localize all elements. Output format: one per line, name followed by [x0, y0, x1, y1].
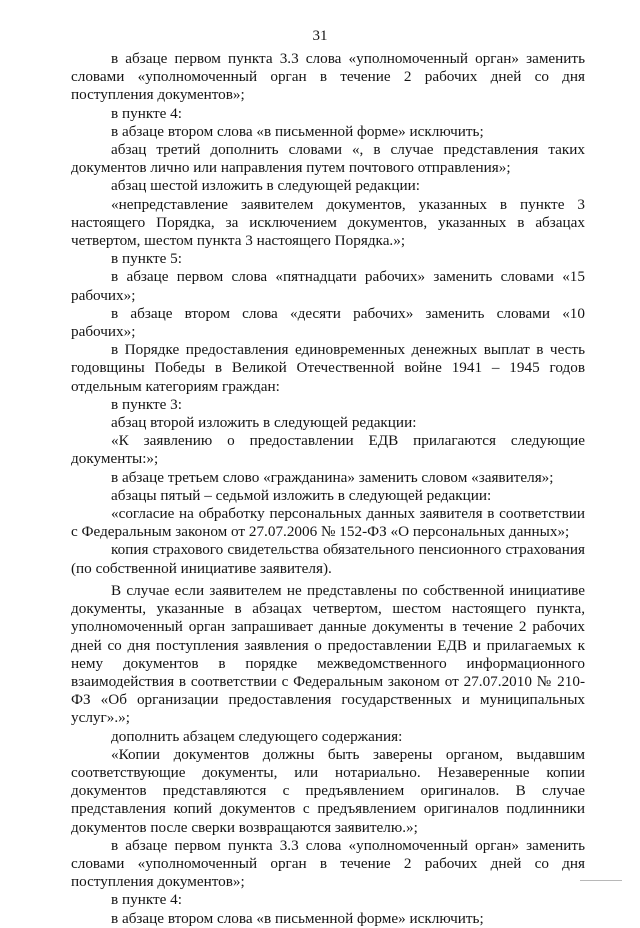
- paragraph: в пункте 4:: [111, 104, 182, 122]
- scan-edge-line: [580, 880, 622, 881]
- paragraph: в абзаце первом пункта 3.3 слова «уполномоченный орган» заменить словами «уполномоченный орган в течение 2 рабочих дней со дня поступления документов»;: [71, 836, 585, 891]
- paragraph: в абзаце втором слова «в письменной форме» исключить;: [111, 122, 484, 140]
- paragraph: В случае если заявителем не представлены по собственной инициативе документы, указанные в абзацах четвертом, шестом настоящего пункта, уполномоченный орган запрашивает данные документы в течение 2 рабочих дней со дня поступления заявления о предоставлении ЕДВ и прилагаемых к нему документов в порядке межведомственного информационного взаимодействия в соответствии с Федеральным законом от 27.07.2010 № 210-ФЗ «Об организации предоставления государственных и муниципальных услуг».»;: [71, 581, 585, 727]
- paragraph: «непредставление заявителем документов, указанных в пункте 3 настоящего Порядка, за исключением документов, указанных в абзацах четвертом, шестом пункта 3 настоящего Порядка.»;: [71, 195, 585, 250]
- paragraph: в пункте 5:: [111, 250, 182, 268]
- paragraph: в пункте 3:: [111, 395, 182, 413]
- paragraph: в абзаце первом пункта 3.3 слова «уполномоченный орган» заменить словами «уполномоченный орган в течение 2 рабочих дней со дня поступления документов»;: [71, 50, 585, 104]
- paragraph: абзац третий дополнить словами «, в случае представления таких документов лично или направления путем почтового отправления»;: [71, 141, 585, 177]
- paragraph: абзац второй изложить в следующей редакции:: [111, 414, 417, 432]
- document-body: [71, 50, 585, 928]
- paragraph: абзац шестой изложить в следующей редакции:: [111, 177, 420, 195]
- paragraph: «согласие на обработку персональных данных заявителя в соответствии с Федеральным законом от 27.07.2006 № 152-ФЗ «О персональных данных»;: [71, 505, 585, 541]
- paragraph: в абзаце первом слова «пятнадцати рабочих» заменить словами «15 рабочих»;: [71, 268, 585, 304]
- page-number: 31: [312, 28, 328, 44]
- paragraph: дополнить абзацем следующего содержания:: [111, 727, 403, 745]
- paragraph: «К заявлению о предоставлении ЕДВ прилагаются следующие документы:»;: [71, 432, 585, 468]
- paragraph: в Порядке предоставления единовременных денежных выплат в честь годовщины Победы в Великой Отечественной войне 1941 – 1945 годов отдельным категориям граждан:: [71, 341, 585, 395]
- paragraph: копия страхового свидетельства обязательного пенсионного страхования (по собственной инициативе заявителя).: [71, 541, 585, 577]
- paragraph: в абзаце втором слова «десяти рабочих» заменить словами «10 рабочих»;: [71, 304, 585, 341]
- paragraph: в абзаце втором слова «в письменной форме» исключить;: [111, 909, 484, 927]
- paragraph: абзацы пятый – седьмой изложить в следующей редакции:: [111, 486, 492, 504]
- paragraph: «Копии документов должны быть заверены органом, выдавшим соответствующие документы, или нотариально. Незаверенные копии документов представляются с предъявлением оригиналов. В случае представления копий документов с предъявлением оригиналов подлинники документов после сверки возвращаются заявителю.»;: [71, 745, 585, 836]
- paragraph: в пункте 4:: [111, 891, 182, 909]
- paragraph: в абзаце третьем слово «гражданина» заменить словом «заявителя»;: [111, 468, 554, 486]
